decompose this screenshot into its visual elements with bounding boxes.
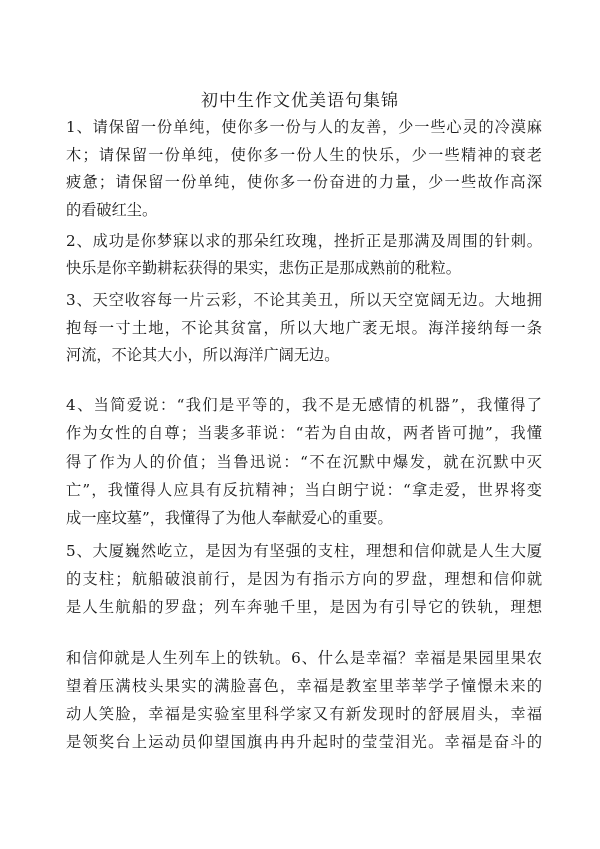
text-line: 的支柱；航船破浪前行，是因为有指示方向的罗盘，理想和信仰就 [66, 570, 542, 588]
text-line: 成一座坟墓”，我懂得了为他人奉献爱心的重要。 [66, 509, 393, 527]
document-title: 初中生作文优美语句集锦 [201, 91, 399, 111]
text-line: 和信仰就是人生列车上的铁轨。6、什么是幸福？幸福是果园里果农 [66, 649, 542, 667]
text-line: 亡”，我懂得人应具有反抗精神；当白朗宁说：“拿走爱，世界将变 [66, 481, 542, 499]
text-line: 是领奖台上运动员仰望国旗冉冉升起时的莹莹泪光。幸福是奋斗的 [66, 733, 542, 751]
text-line: 2、成功是你梦寐以求的那朵红玫瑰，挫折正是那满及周围的针刺。 [66, 232, 542, 250]
text-line: 4、当简爱说：“我们是平等的，我不是无感情的机器”，我懂得了 [66, 396, 542, 414]
text-line: 望着压满枝头果实的满脸喜色，幸福是教室里莘莘学子憧憬未来的 [66, 677, 542, 695]
text-line: 5、大厦巍然屹立，是因为有坚强的支柱，理想和信仰就是人生大厦 [66, 542, 542, 560]
text-line: 得了作为人的价值；当鲁迅说：“不在沉默中爆发，就在沉默中灭 [66, 453, 542, 471]
text-line: 3、天空收容每一片云彩，不论其美丑，所以天空宽阔无边。大地拥 [66, 291, 542, 309]
text-line: 1、请保留一份单纯，使你多一份与人的友善，少一些心灵的冷漠麻 [66, 118, 542, 136]
text-line: 木；请保留一份单纯，使你多一份人生的快乐，少一些精神的衰老 [66, 146, 542, 164]
text-line: 疲惫；请保留一份单纯，使你多一份奋进的力量，少一些故作高深 [66, 173, 542, 191]
text-line: 是人生航船的罗盘；列车奔驰千里，是因为有引导它的铁轨，理想 [66, 598, 542, 616]
text-line: 快乐是你辛勤耕耘获得的果实，悲伤正是那成熟前的秕粒。 [66, 259, 461, 277]
text-line: 河流，不论其大小，所以海洋广阔无边。 [66, 346, 340, 364]
text-line: 抱每一寸土地，不论其贫富，所以大地广袤无垠。海洋接纳每一条 [66, 319, 542, 337]
text-line: 作为女性的自尊；当裴多菲说：“若为自由故，两者皆可抛”，我懂 [66, 424, 542, 442]
text-line: 动人笑脸，幸福是实验室里科学家又有新发现时的舒展眉头，幸福 [66, 705, 542, 723]
text-line: 的看破红尘。 [66, 201, 158, 219]
